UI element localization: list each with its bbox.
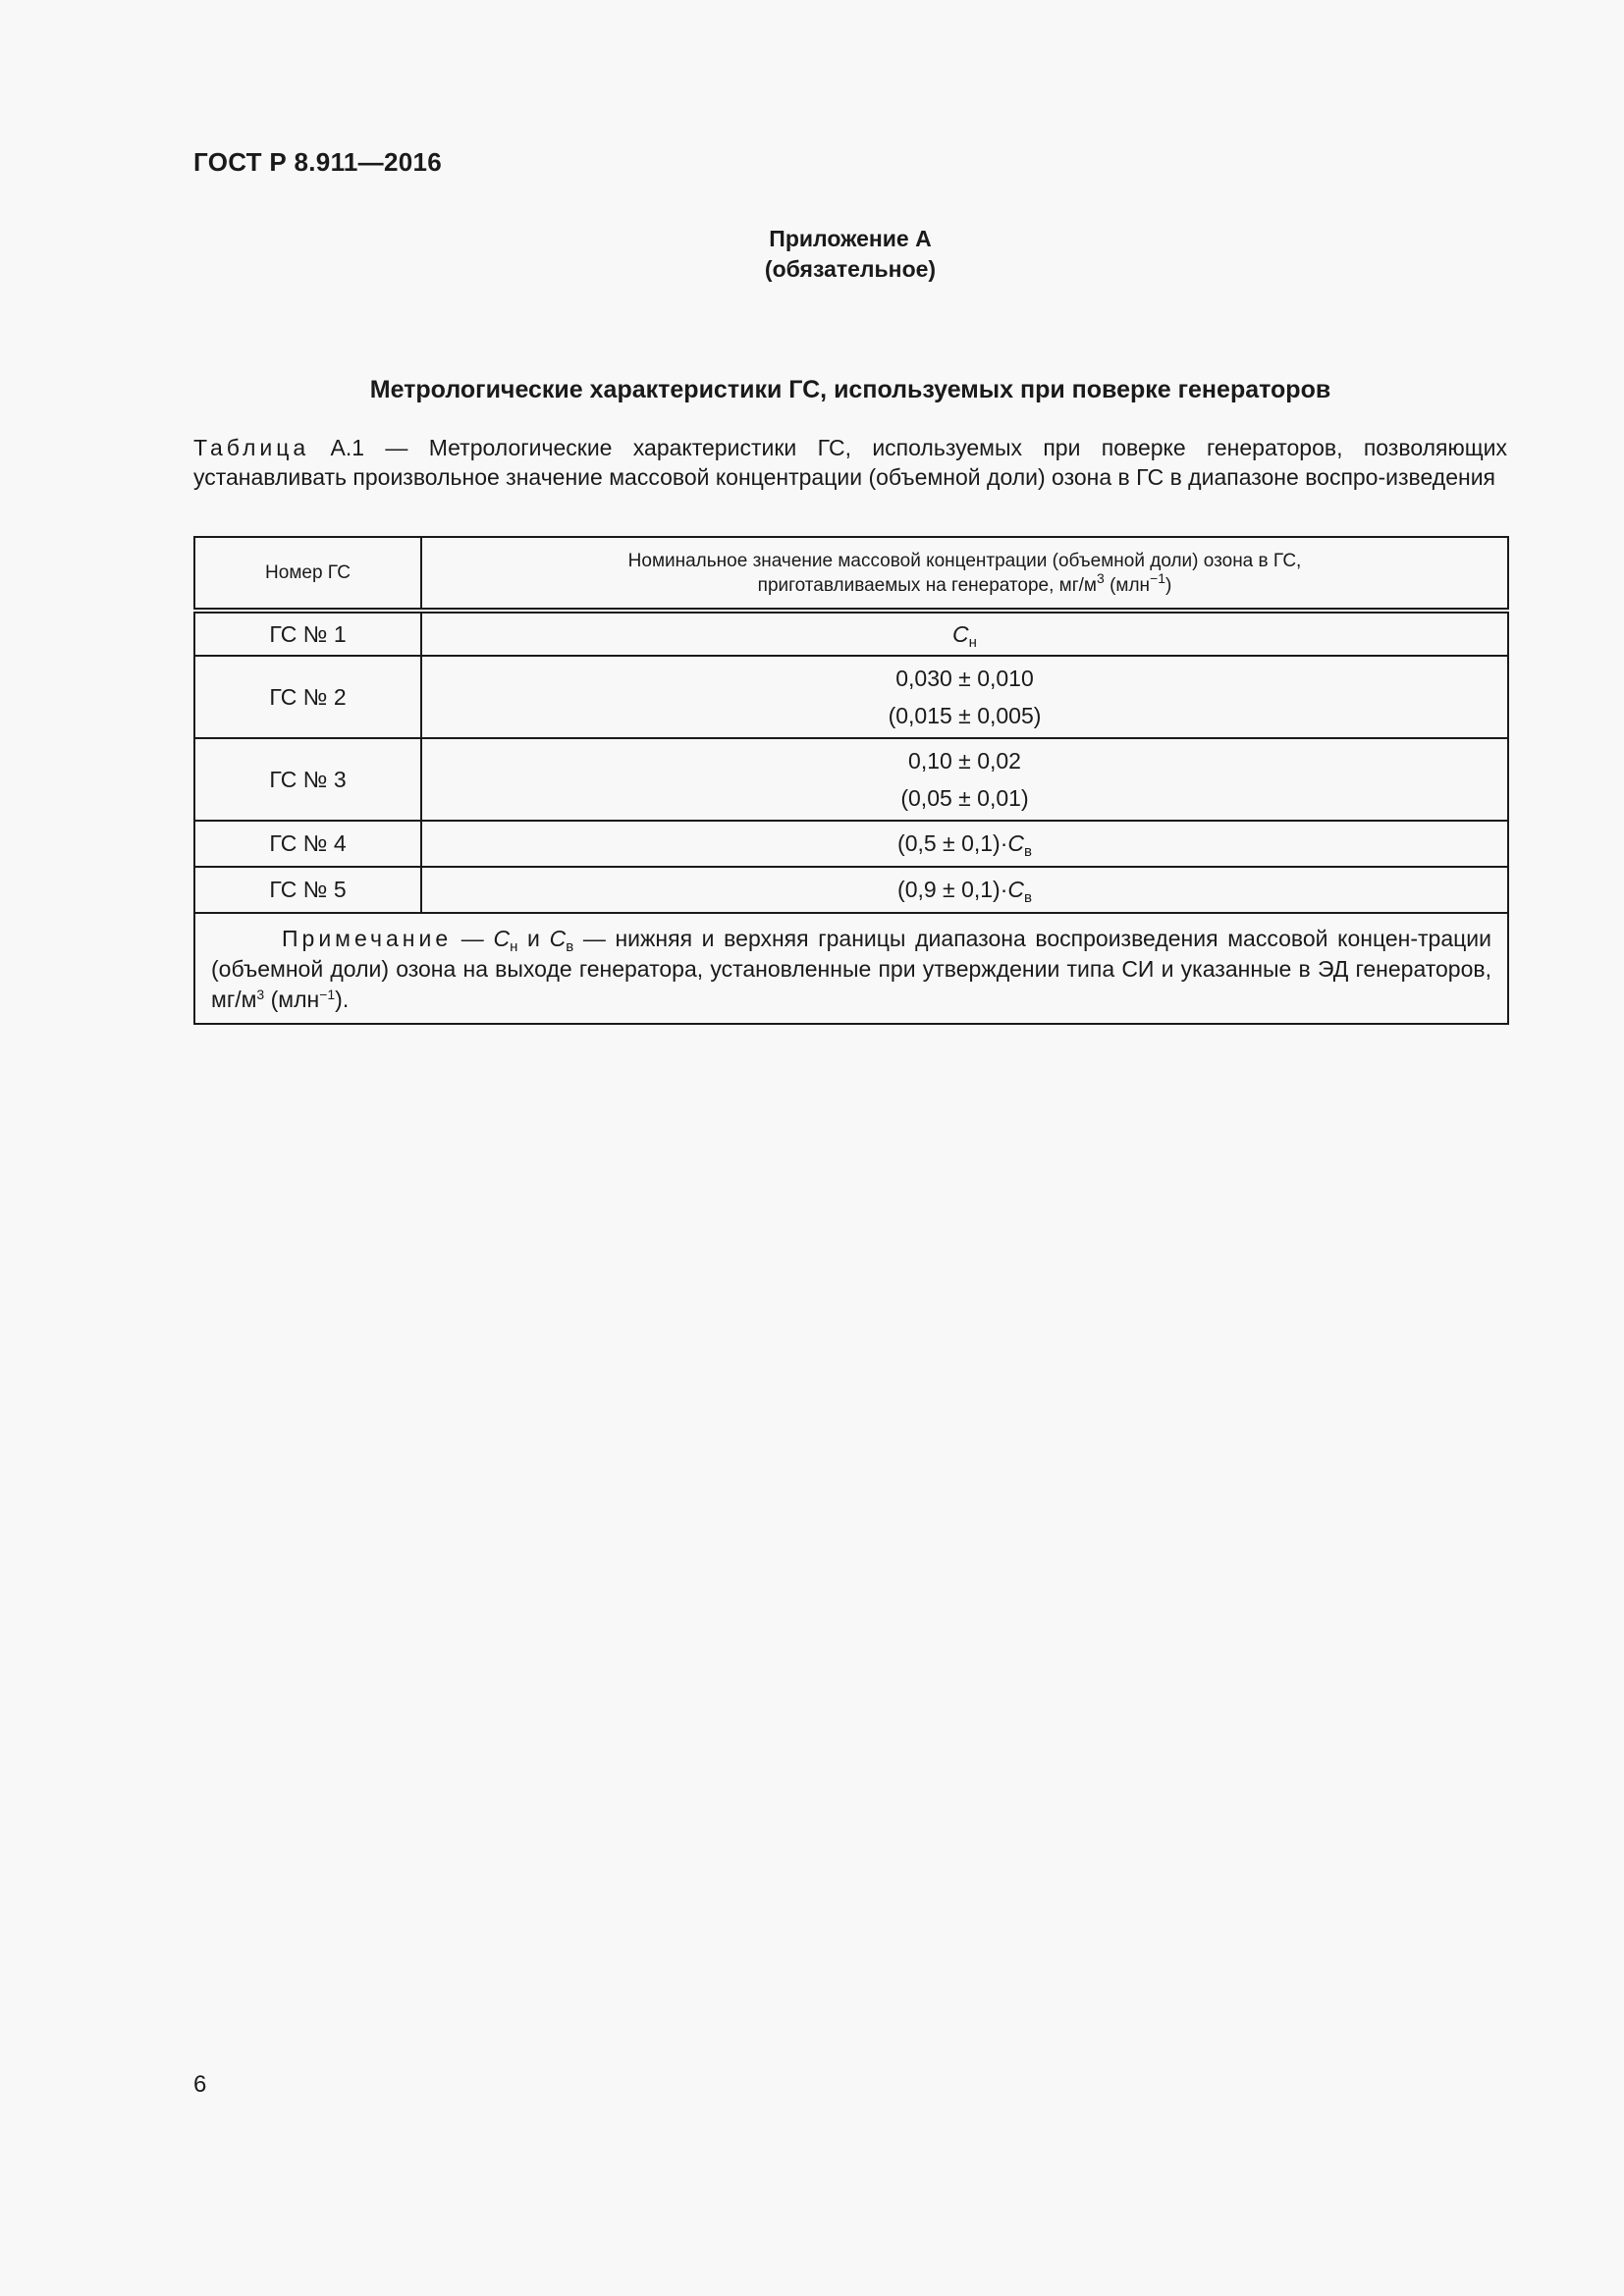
value-line1: 0,030 ± 0,010 xyxy=(895,666,1034,691)
caption-label: Таблица xyxy=(193,435,310,460)
caption-text: — Метрологические характеристики ГС, используемых при поверке генераторов, позволяющих устанавливать произвольное значение массовой концентрации (объемной доли) озона в ГС в диапазоне воспро-изведения xyxy=(193,435,1507,490)
value-prefix: (0,5 ± 0,1)· xyxy=(897,830,1008,856)
symbol-sub: в xyxy=(1023,843,1032,860)
symbol-c: C xyxy=(1007,877,1024,902)
section-title: Метрологические характеристики ГС, используемых при поверке генераторов xyxy=(369,376,1331,403)
value-prefix: (0,9 ± 0,1)· xyxy=(897,877,1008,902)
row-name: ГС № 2 xyxy=(194,656,421,738)
table-row xyxy=(194,867,1508,913)
row-name: ГС № 3 xyxy=(194,738,421,821)
note-text: — нижняя и верхняя границы диапазона воспроизведения массовой концен-трации (объемной доли) озона на выходе генератора, установленные при утверждении типа СИ и указанные в ЭД генераторов, мг/м xyxy=(211,926,1491,1012)
appendix-title: Приложение А xyxy=(769,226,932,251)
table-row xyxy=(194,821,1508,867)
note-label: Примечание xyxy=(282,926,453,951)
row-value xyxy=(421,738,1508,821)
row-value xyxy=(421,821,1508,867)
row-name: ГС № 5 xyxy=(194,867,421,913)
table-row xyxy=(194,738,1508,821)
note-sub-v: в xyxy=(566,938,574,955)
note-sup1: 3 xyxy=(256,987,265,1002)
symbol-c: C xyxy=(952,620,969,647)
table-note-row xyxy=(194,913,1508,1024)
note-text3: ). xyxy=(335,987,350,1012)
appendix-heading xyxy=(193,224,1507,285)
header-line2c: ) xyxy=(1165,574,1172,596)
symbol-sub: н xyxy=(968,633,977,651)
header-line2b: (млн xyxy=(1104,574,1151,596)
table-header-row xyxy=(194,537,1508,611)
value-line1: 0,10 ± 0,02 xyxy=(908,748,1021,774)
page-number: 6 xyxy=(193,2071,207,2098)
symbol-sub: в xyxy=(1023,889,1032,906)
note-c1: C xyxy=(493,926,511,951)
header-gs-number: Номер ГС xyxy=(194,537,421,611)
table-row xyxy=(194,656,1508,738)
table-caption xyxy=(193,433,1507,492)
note-dash: — xyxy=(452,926,494,951)
value-line2: (0,05 ± 0,01) xyxy=(900,785,1029,811)
row-value xyxy=(421,611,1508,656)
row-name: ГС № 1 xyxy=(194,611,421,656)
table-row xyxy=(194,611,1508,656)
note-c2: C xyxy=(549,926,567,951)
header-sup1: 3 xyxy=(1097,569,1105,586)
note-text2: (млн xyxy=(264,987,320,1012)
table-note xyxy=(194,913,1508,1024)
header-line1: Номинальное значение массовой концентрации (объемной доли) озона в ГС, xyxy=(627,550,1302,571)
caption-number: А.1 xyxy=(330,435,365,460)
header-line2a: приготавливаемых на генераторе, мг/м xyxy=(757,574,1097,596)
row-name: ГС № 4 xyxy=(194,821,421,867)
metrology-table xyxy=(193,536,1509,1025)
note-sup2: −1 xyxy=(319,987,336,1002)
row-value xyxy=(421,867,1508,913)
header-sup2: −1 xyxy=(1150,569,1166,586)
document-header: ГОСТ Р 8.911—2016 xyxy=(193,147,442,177)
symbol-c: C xyxy=(1007,830,1024,856)
note-sub-n: н xyxy=(510,938,518,955)
header-nominal-value xyxy=(421,537,1508,611)
value-line2: (0,015 ± 0,005) xyxy=(888,703,1042,728)
row-value xyxy=(421,656,1508,738)
note-and: и xyxy=(517,926,550,951)
appendix-status: (обязательное) xyxy=(764,256,937,282)
